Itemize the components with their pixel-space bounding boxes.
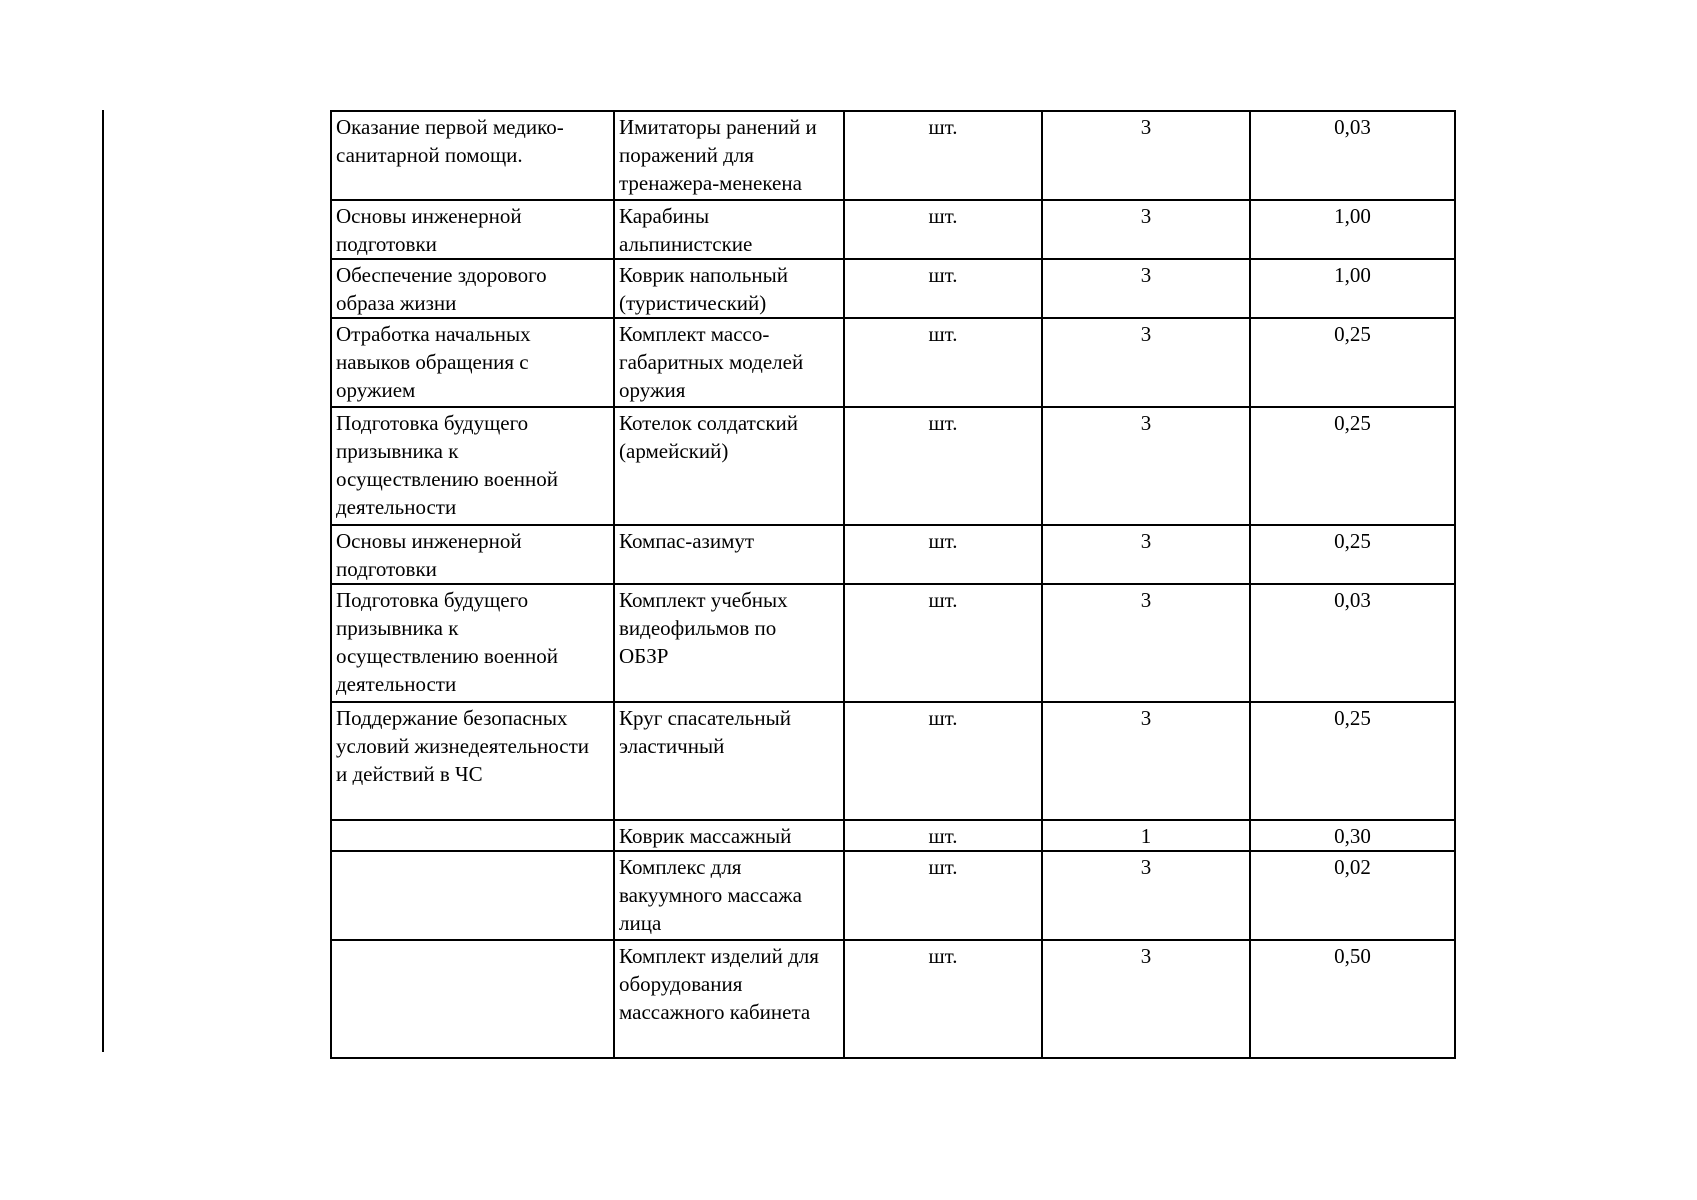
topic-cell: Подготовка будущего призывника к осуществлению военной деятельности [331, 407, 614, 525]
equipment-table [330, 110, 1456, 1059]
item-cell: Компас-азимут [614, 525, 844, 584]
unit-cell: шт. [844, 318, 1042, 407]
value-cell: 0,25 [1250, 318, 1455, 407]
value-cell: 1,00 [1250, 200, 1455, 259]
table-row [331, 820, 1455, 851]
unit-cell: шт. [844, 525, 1042, 584]
unit-cell: шт. [844, 584, 1042, 702]
value-cell: 0,03 [1250, 111, 1455, 200]
topic-cell: Основы инженерной подготовки [331, 200, 614, 259]
quantity-cell: 3 [1042, 525, 1250, 584]
item-cell: Комплекс для вакуумного массажа лица [614, 851, 844, 940]
quantity-cell: 3 [1042, 259, 1250, 318]
topic-cell: Основы инженерной подготовки [331, 525, 614, 584]
topic-cell [331, 940, 614, 1058]
item-cell: Котелок солдатский (армейский) [614, 407, 844, 525]
unit-cell: шт. [844, 111, 1042, 200]
item-cell: Круг спасательный эластичный [614, 702, 844, 820]
item-cell: Комплект изделий для оборудования массажного кабинета [614, 940, 844, 1058]
table-row [331, 111, 1455, 200]
table-row [331, 584, 1455, 702]
quantity-cell: 3 [1042, 584, 1250, 702]
item-cell: Имитаторы ранений и поражений для тренажера-менекена [614, 111, 844, 200]
topic-cell: Подготовка будущего призывника к осуществлению военной деятельности [331, 584, 614, 702]
topic-cell: Обеспечение здорового образа жизни [331, 259, 614, 318]
table-row [331, 702, 1455, 820]
value-cell: 0,25 [1250, 407, 1455, 525]
page-margin-rule [102, 110, 104, 1052]
value-cell: 0,03 [1250, 584, 1455, 702]
quantity-cell: 3 [1042, 200, 1250, 259]
quantity-cell: 3 [1042, 407, 1250, 525]
value-cell: 0,30 [1250, 820, 1455, 851]
item-cell: Комплект учебных видеофильмов по ОБЗР [614, 584, 844, 702]
item-cell: Карабины альпинистские [614, 200, 844, 259]
table-row [331, 407, 1455, 525]
unit-cell: шт. [844, 702, 1042, 820]
item-cell: Коврик напольный (туристический) [614, 259, 844, 318]
quantity-cell: 3 [1042, 851, 1250, 940]
item-cell: Коврик массажный [614, 820, 844, 851]
value-cell: 0,50 [1250, 940, 1455, 1058]
unit-cell: шт. [844, 200, 1042, 259]
table-row [331, 200, 1455, 259]
unit-cell: шт. [844, 259, 1042, 318]
unit-cell: шт. [844, 940, 1042, 1058]
topic-cell: Поддержание безопасных условий жизнедеятельности и действий в ЧС [331, 702, 614, 820]
table-row [331, 525, 1455, 584]
table-row [331, 851, 1455, 940]
quantity-cell: 3 [1042, 940, 1250, 1058]
unit-cell: шт. [844, 407, 1042, 525]
table-row [331, 940, 1455, 1058]
topic-cell [331, 820, 614, 851]
value-cell: 0,02 [1250, 851, 1455, 940]
unit-cell: шт. [844, 820, 1042, 851]
quantity-cell: 3 [1042, 111, 1250, 200]
quantity-cell: 1 [1042, 820, 1250, 851]
item-cell: Комплект массо- габаритных моделей оружия [614, 318, 844, 407]
value-cell: 0,25 [1250, 525, 1455, 584]
quantity-cell: 3 [1042, 702, 1250, 820]
topic-cell: Оказание первой медико- санитарной помощи. [331, 111, 614, 200]
topic-cell: Отработка начальных навыков обращения с оружием [331, 318, 614, 407]
value-cell: 1,00 [1250, 259, 1455, 318]
quantity-cell: 3 [1042, 318, 1250, 407]
unit-cell: шт. [844, 851, 1042, 940]
table-row [331, 259, 1455, 318]
value-cell: 0,25 [1250, 702, 1455, 820]
table-row [331, 318, 1455, 407]
topic-cell [331, 851, 614, 940]
